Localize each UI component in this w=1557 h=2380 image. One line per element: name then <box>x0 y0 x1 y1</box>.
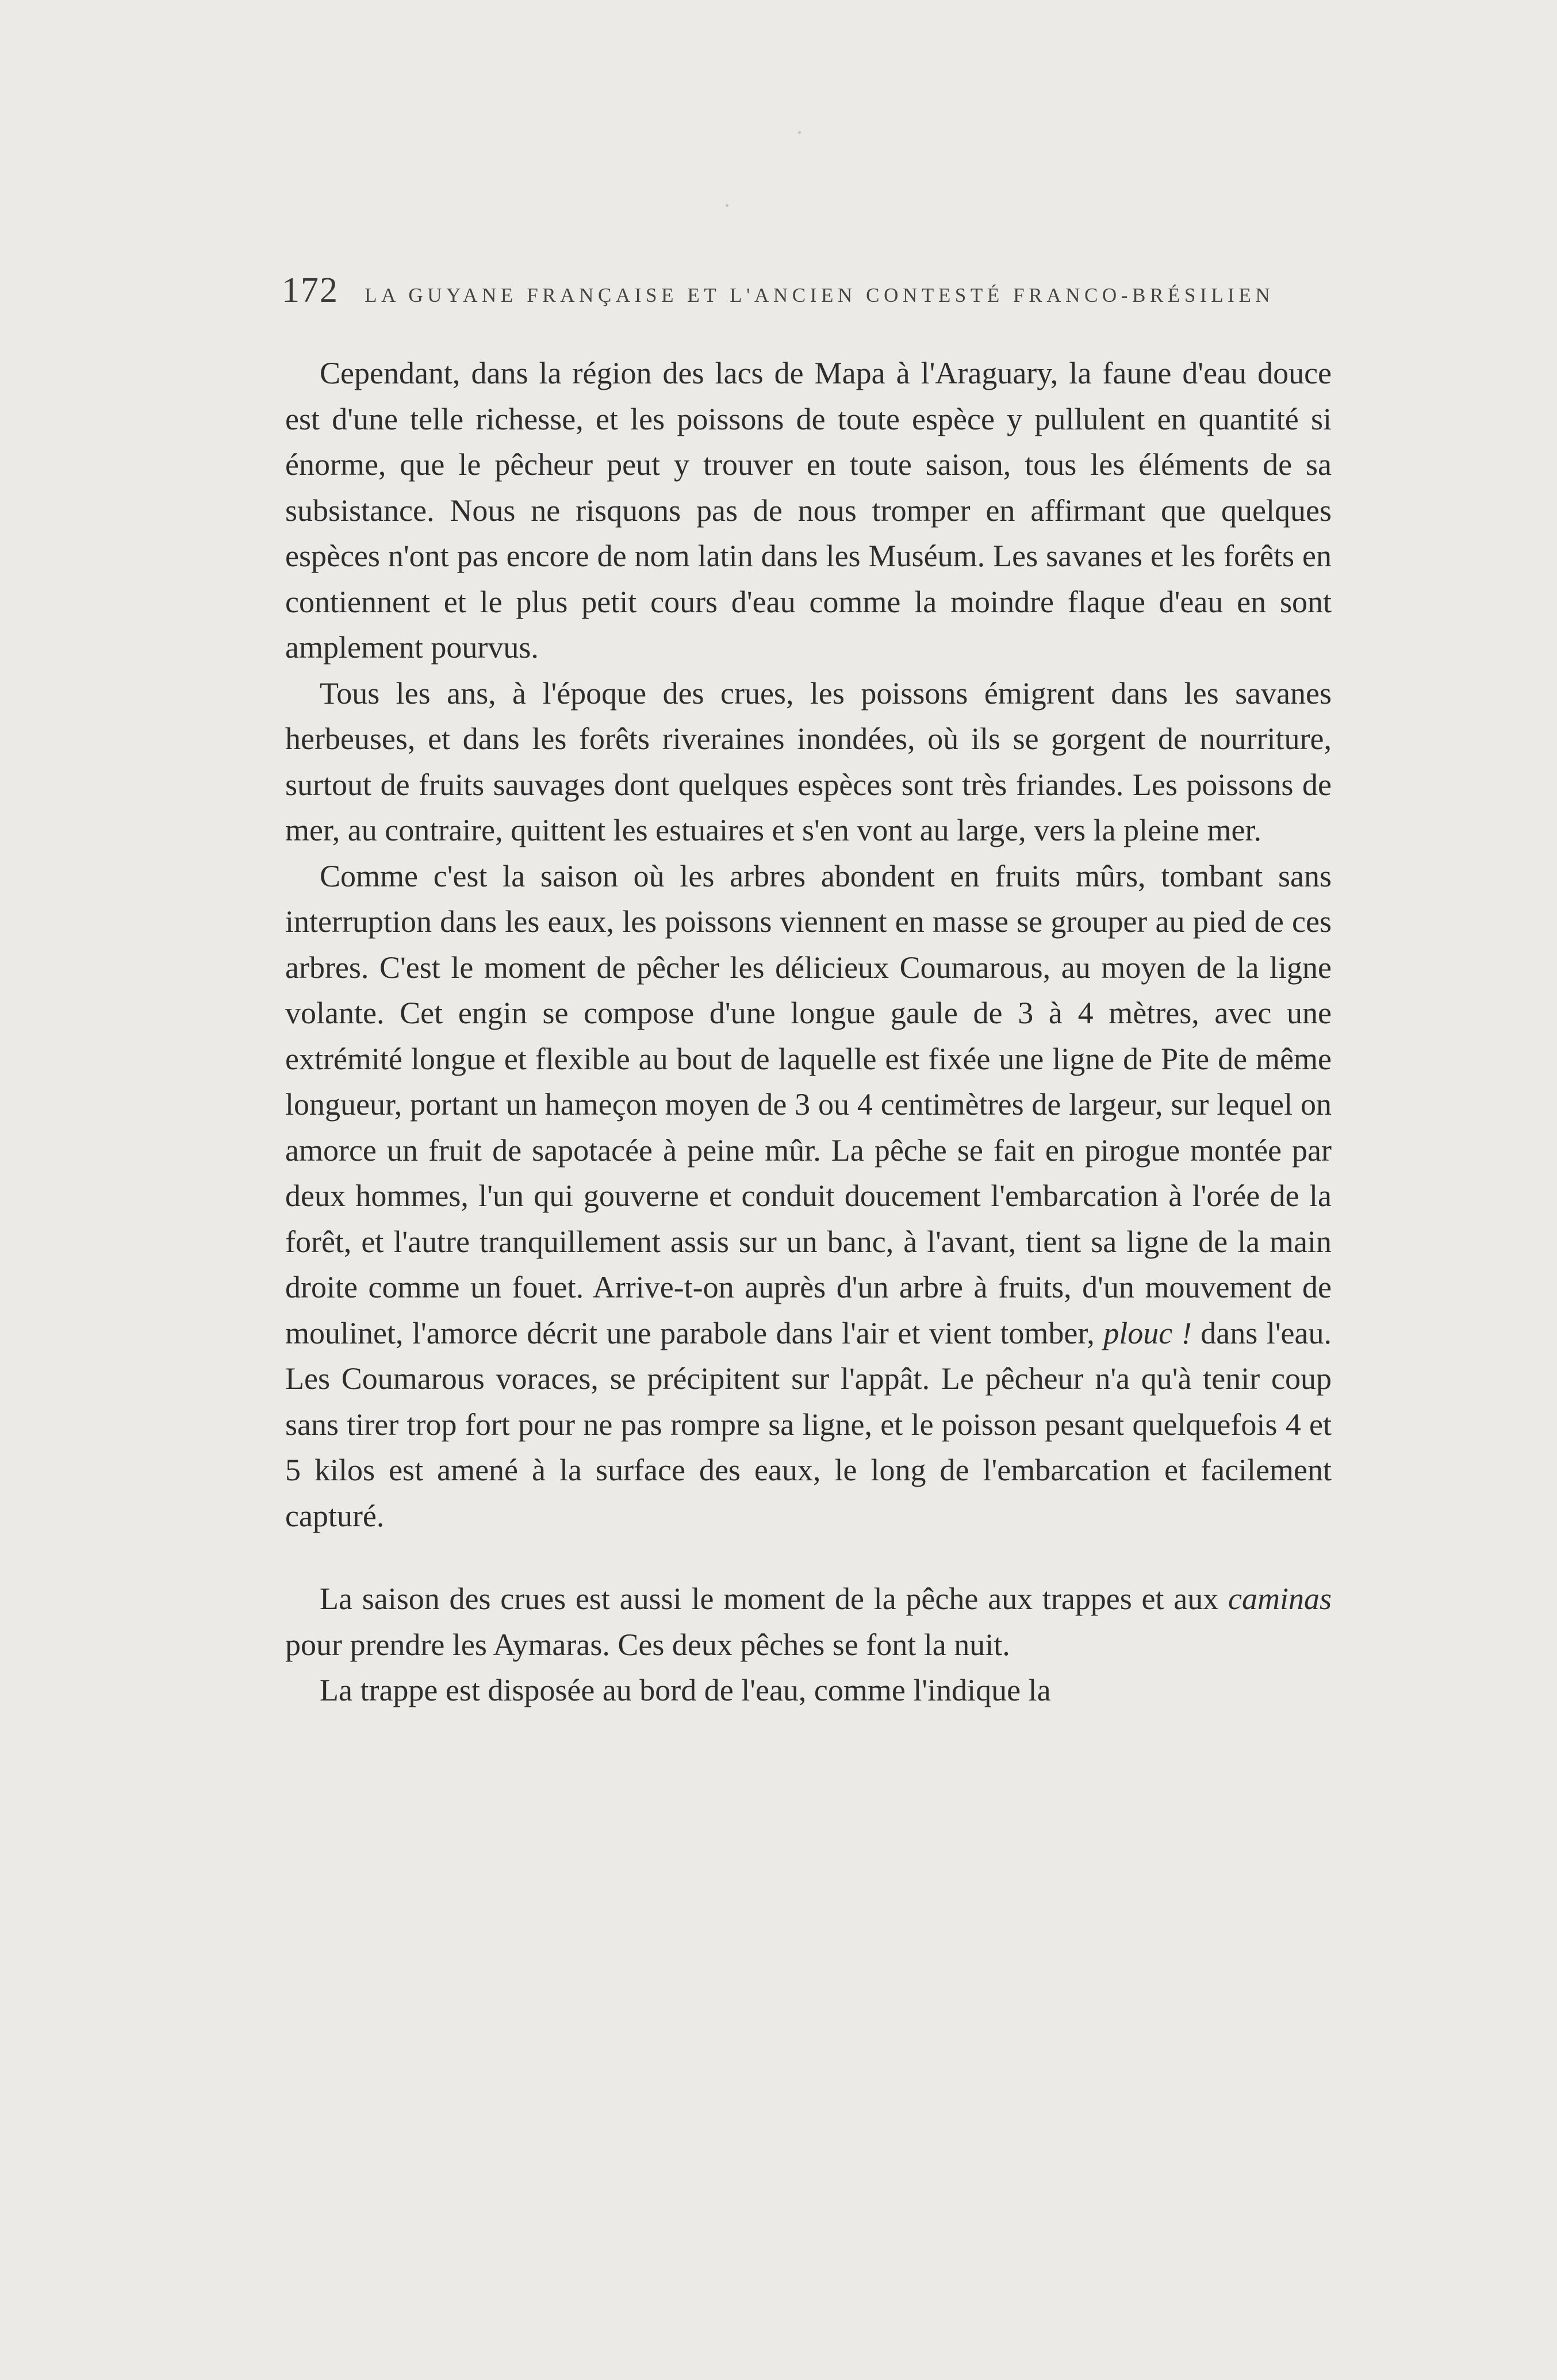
page-number: 172 <box>282 271 339 310</box>
paragraph-1 <box>285 351 1332 671</box>
paragraph-3 <box>285 854 1332 1540</box>
body-text <box>285 351 1332 1714</box>
paper-speck <box>726 204 728 207</box>
paragraph-text-continued: pour prendre les Aymaras. Ces deux pêches se font la nuit. <box>285 1627 1010 1662</box>
paragraph-4 <box>285 1576 1332 1668</box>
paragraph-text: La saison des crues est aussi le moment de la pêche aux trappes et aux <box>320 1581 1229 1616</box>
italic-word: plouc ! <box>1103 1315 1192 1350</box>
paragraph-text: Comme c'est la saison où les arbres abondent en fruits mûrs, tombant sans interruption dans les eaux, les poissons viennent en masse se grouper au pied de ces arbres. C'est le moment de pêcher les délicieux Coumarous, au moyen de la ligne volante. Cet engin se compose d'une longue gaule de 3 à 4 mètres, avec une extrémité longue et flexible au bout de laquelle est fixée une ligne de Pite de même longueur, portant un hameçon moyen de 3 ou 4 centimètres de largeur, sur lequel on amorce un fruit de sapotacée à peine mûr. La pêche se fait en pirogue montée par deux hommes, l'un qui gouverne et conduit doucement l'embarcation à l'orée de la forêt, et l'autre tranquillement assis sur un banc, à l'avant, tient sa ligne de la main droite comme un fouet. Arrive-t-on auprès d'un arbre à fruits, d'un mouvement de moulinet, l'amorce décrit une parabole dans l'air et vient tomber, <box>285 858 1332 1350</box>
paragraph-2 <box>285 671 1332 854</box>
italic-word: caminas <box>1228 1581 1332 1616</box>
paragraph-5 <box>285 1668 1332 1714</box>
running-head: LA GUYANE FRANÇAISE ET L'ANCIEN CONTESTÉ FRANCO-BRÉSILIEN <box>365 284 1275 306</box>
paragraph-text: Tous les ans, à l'époque des crues, les poissons émigrent dans les savanes herbeuses, et dans les forêts riveraines inondées, où ils se gorgent de nourriture, surtout de fruits sauvages dont quelques espèces sont très friandes. Les poissons de mer, au contraire, quittent les estuaires et s'en vont au large, vers la pleine mer. <box>285 675 1332 847</box>
paragraph-text: La trappe est disposée au bord de l'eau, comme l'indique la <box>320 1673 1051 1707</box>
paragraph-text: Cependant, dans la région des lacs de Mapa à l'Araguary, la faune d'eau douce est d'une telle richesse, et les poissons de toute espèce y pullulent en quantité si énorme, que le pêcheur peut y trouver en toute saison, tous les éléments de sa subsistance. Nous ne risquons pas de nous tromper en affirmant que quelques espèces n'ont pas encore de nom latin dans les Muséum. Les savanes et les forêts en contiennent et le plus petit cours d'eau comme la moindre flaque d'eau en sont amplement pourvus. <box>285 356 1332 665</box>
paper-speck <box>798 131 801 134</box>
page-header <box>282 270 1334 316</box>
paragraph-text-continued: dans l'eau. Les Coumarous voraces, se précipitent sur l'appât. Le pêcheur n'a qu'à tenir coup sans tirer trop fort pour ne pas rompre sa ligne, et le poisson pesant quelquefois 4 et 5 kilos est amené à la surface des eaux, le long de l'embarcation et facilement capturé. <box>285 1315 1332 1533</box>
